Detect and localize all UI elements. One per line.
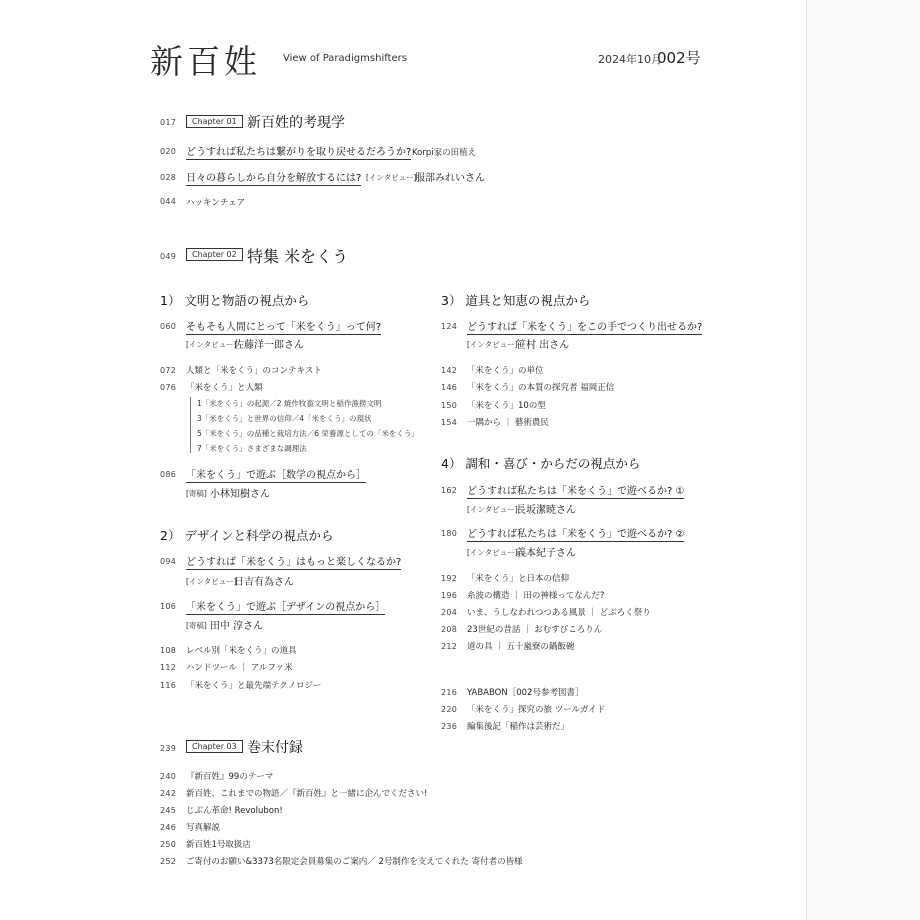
chapter-title: 特集 米をくう xyxy=(247,247,349,266)
toc-entry[interactable]: 「米をくう」10の型 xyxy=(467,401,546,411)
toc-entry[interactable]: 「米をくう」の単位 xyxy=(467,366,544,376)
toc-entry[interactable]: 人類と「米をくう」のコンテキスト xyxy=(186,366,322,376)
page-number: 216 xyxy=(441,688,458,697)
toc-entry[interactable]: 「米をくう」と日本の信仰 xyxy=(467,574,570,584)
toc-entry[interactable]: ハッキンチェア xyxy=(186,198,246,208)
page-number: 072 xyxy=(160,366,177,375)
page-number: 196 xyxy=(441,591,458,600)
page-number: 150 xyxy=(441,401,458,410)
entry-label: [インタビュー] xyxy=(467,548,518,557)
page-number: 028 xyxy=(160,173,177,182)
toc-entry[interactable]: 糸波の構造 ｜ 田の神様ってなんだ? xyxy=(467,591,605,601)
toc-entry[interactable]: YABABON［002号参考図書］ xyxy=(467,688,584,698)
toc-entry[interactable]: 編集後記「稲作は芸術だ」 xyxy=(467,722,570,732)
page-edge xyxy=(807,0,920,920)
sub-item: 3「米をくう」と世界の信仰／4「米をくう」の現状 xyxy=(197,414,372,423)
toc-entry[interactable]: そもそも人間にとって「米をくう」って何? xyxy=(186,318,381,335)
entry-name: 服部みれいさん xyxy=(415,173,485,184)
page-number: 246 xyxy=(160,823,177,832)
page-number: 240 xyxy=(160,772,177,781)
section-title: 1） 文明と物語の視点から xyxy=(160,293,310,308)
page-number: 250 xyxy=(160,840,177,849)
page-number: 086 xyxy=(160,470,177,479)
toc-entry[interactable]: じぶん革命! Revolubon! xyxy=(186,806,283,816)
toc-entry[interactable]: 新百姓1号取扱店 xyxy=(186,840,251,850)
toc-entry[interactable]: どうすれば私たちは「米をくう」で遊べるか? ① xyxy=(467,482,684,499)
page-number: 212 xyxy=(441,642,458,651)
toc-entry[interactable]: どうすれば私たちは繋がりを取り戻せるだろうか? xyxy=(186,143,411,160)
toc-entry[interactable]: レベル別「米をくう」の道具 xyxy=(186,646,297,656)
toc-entry[interactable]: 日々の暮らしから自分を解放するには? xyxy=(186,169,361,186)
page-number: 154 xyxy=(441,418,458,427)
page-number: 180 xyxy=(441,529,458,538)
issue-number: 002号 xyxy=(657,49,701,67)
sub-item: 7「米をくう」さまざまな調理法 xyxy=(197,444,307,453)
toc-entry[interactable]: 「米をくう」と人類 xyxy=(186,383,263,393)
chapter-label: Chapter 02 xyxy=(186,248,243,261)
section-title: 3） 道具と知恵の視点から xyxy=(441,293,591,308)
entry-name: 佐藤洋一郎さん xyxy=(234,340,304,351)
page-number: 162 xyxy=(441,486,458,495)
page-number: 204 xyxy=(441,608,458,617)
entry-note: Korpi家の田植え xyxy=(412,148,477,158)
toc-entry[interactable]: 「米をくう」と最先端テクノロジー xyxy=(186,681,322,691)
page-number: 116 xyxy=(160,681,177,690)
page-number: 242 xyxy=(160,789,177,798)
section-title: 4） 調和・喜び・からだの視点から xyxy=(441,456,641,471)
page-number: 017 xyxy=(160,118,177,127)
chapter-title: 巻末付録 xyxy=(247,740,303,756)
sub-item: 5「米をくう」の品種と栽培方法／6 栄養源としての「米をくう」 xyxy=(197,429,419,438)
toc-entry[interactable]: どうすれば「米をくう」はもっと楽しくなるか? xyxy=(186,553,401,570)
toc-entry[interactable]: 道の具 ｜ 五十嵐寮の鍋飯碗 xyxy=(467,642,575,652)
toc-entry[interactable]: 「米をくう」で遊ぶ［デザインの視点から］ xyxy=(186,598,385,615)
page-number: 239 xyxy=(160,744,177,753)
section-title: 2） デザインと科学の視点から xyxy=(160,528,334,543)
entry-name: 義本紀子さん xyxy=(516,548,576,559)
entry-name: 長坂潔暁さん xyxy=(516,505,576,516)
subitem-rule xyxy=(190,397,191,453)
entry-name: 笹村 出さん xyxy=(516,340,570,351)
sub-item: 1「米をくう」の起源／2 焼作牧畜文明と稲作漁撈文明 xyxy=(197,399,382,408)
toc-entry[interactable]: ご寄付のお願い&3373名限定会員募集のご案内／ 2号制作を支えてくれた 寄付者の皆様 xyxy=(186,857,523,867)
toc-entry[interactable]: 「米をくう」探究の旅 ツールガイド xyxy=(467,705,606,715)
entry-label: [寄稿] xyxy=(186,489,207,498)
logo: 新百姓 xyxy=(150,42,261,81)
page-number: 236 xyxy=(441,722,458,731)
page-number: 192 xyxy=(441,574,458,583)
toc-entry[interactable]: ハンドツール ｜ アルファ米 xyxy=(186,663,293,673)
page-number: 220 xyxy=(441,705,458,714)
chapter-label: Chapter 03 xyxy=(186,740,243,753)
entry-label: [インタビュー] xyxy=(366,173,417,182)
entry-label: [インタビュー] xyxy=(186,340,237,349)
page-number: 108 xyxy=(160,646,177,655)
entry-label: [寄稿] xyxy=(186,621,207,630)
page-number: 124 xyxy=(441,322,458,331)
chapter-label: Chapter 01 xyxy=(186,115,243,128)
toc-entry[interactable]: どうすれば私たちは「米をくう」で遊べるか? ② xyxy=(467,525,684,542)
chapter-title: 新百姓的考現学 xyxy=(247,115,345,131)
entry-name: 小林知樹さん xyxy=(210,489,270,500)
page-number: 044 xyxy=(160,197,177,206)
toc-entry[interactable]: いま、うしなわれつつある風景 ｜ どぶろく祭り xyxy=(467,608,651,618)
entry-label: [インタビュー] xyxy=(186,577,237,586)
page-number: 094 xyxy=(160,557,177,566)
page-number: 106 xyxy=(160,602,177,611)
page-number: 049 xyxy=(160,252,177,261)
page-number: 146 xyxy=(441,383,458,392)
page-number: 252 xyxy=(160,857,177,866)
tagline: View of Paradigmshifters xyxy=(283,53,407,64)
toc-entry[interactable]: どうすれば「米をくう」をこの手でつくり出せるか? xyxy=(467,318,702,335)
entry-label: [インタビュー] xyxy=(467,505,518,514)
entry-name: 田中 淳さん xyxy=(210,621,264,632)
page-number: 142 xyxy=(441,366,458,375)
page-number: 112 xyxy=(160,663,177,672)
entry-name: 日吉有為さん xyxy=(234,577,294,588)
toc-entry[interactable]: 『新百姓』99のテーマ xyxy=(186,772,274,782)
toc-entry[interactable]: 新百姓、これまでの物語／『新百姓』と一緒に企んでください! xyxy=(186,789,428,799)
page-number: 060 xyxy=(160,322,177,331)
issue-date: 2024年10月 xyxy=(598,53,662,66)
page-number: 208 xyxy=(441,625,458,634)
page-number: 245 xyxy=(160,806,177,815)
toc-entry[interactable]: 「米をくう」で遊ぶ［数学の視点から］ xyxy=(186,466,366,483)
page-number: 020 xyxy=(160,147,177,156)
toc-entry[interactable]: 23世紀の昔話 ｜ おむすびころりん xyxy=(467,625,603,635)
page-number: 076 xyxy=(160,383,177,392)
toc-entry[interactable]: 写真解説 xyxy=(186,823,221,833)
toc-entry[interactable]: 「米をくう」の本質の探究者 福岡正信 xyxy=(467,383,615,393)
entry-label: [インタビュー] xyxy=(467,340,518,349)
toc-entry[interactable]: 一隅から ｜ 藝術農民 xyxy=(467,418,549,428)
